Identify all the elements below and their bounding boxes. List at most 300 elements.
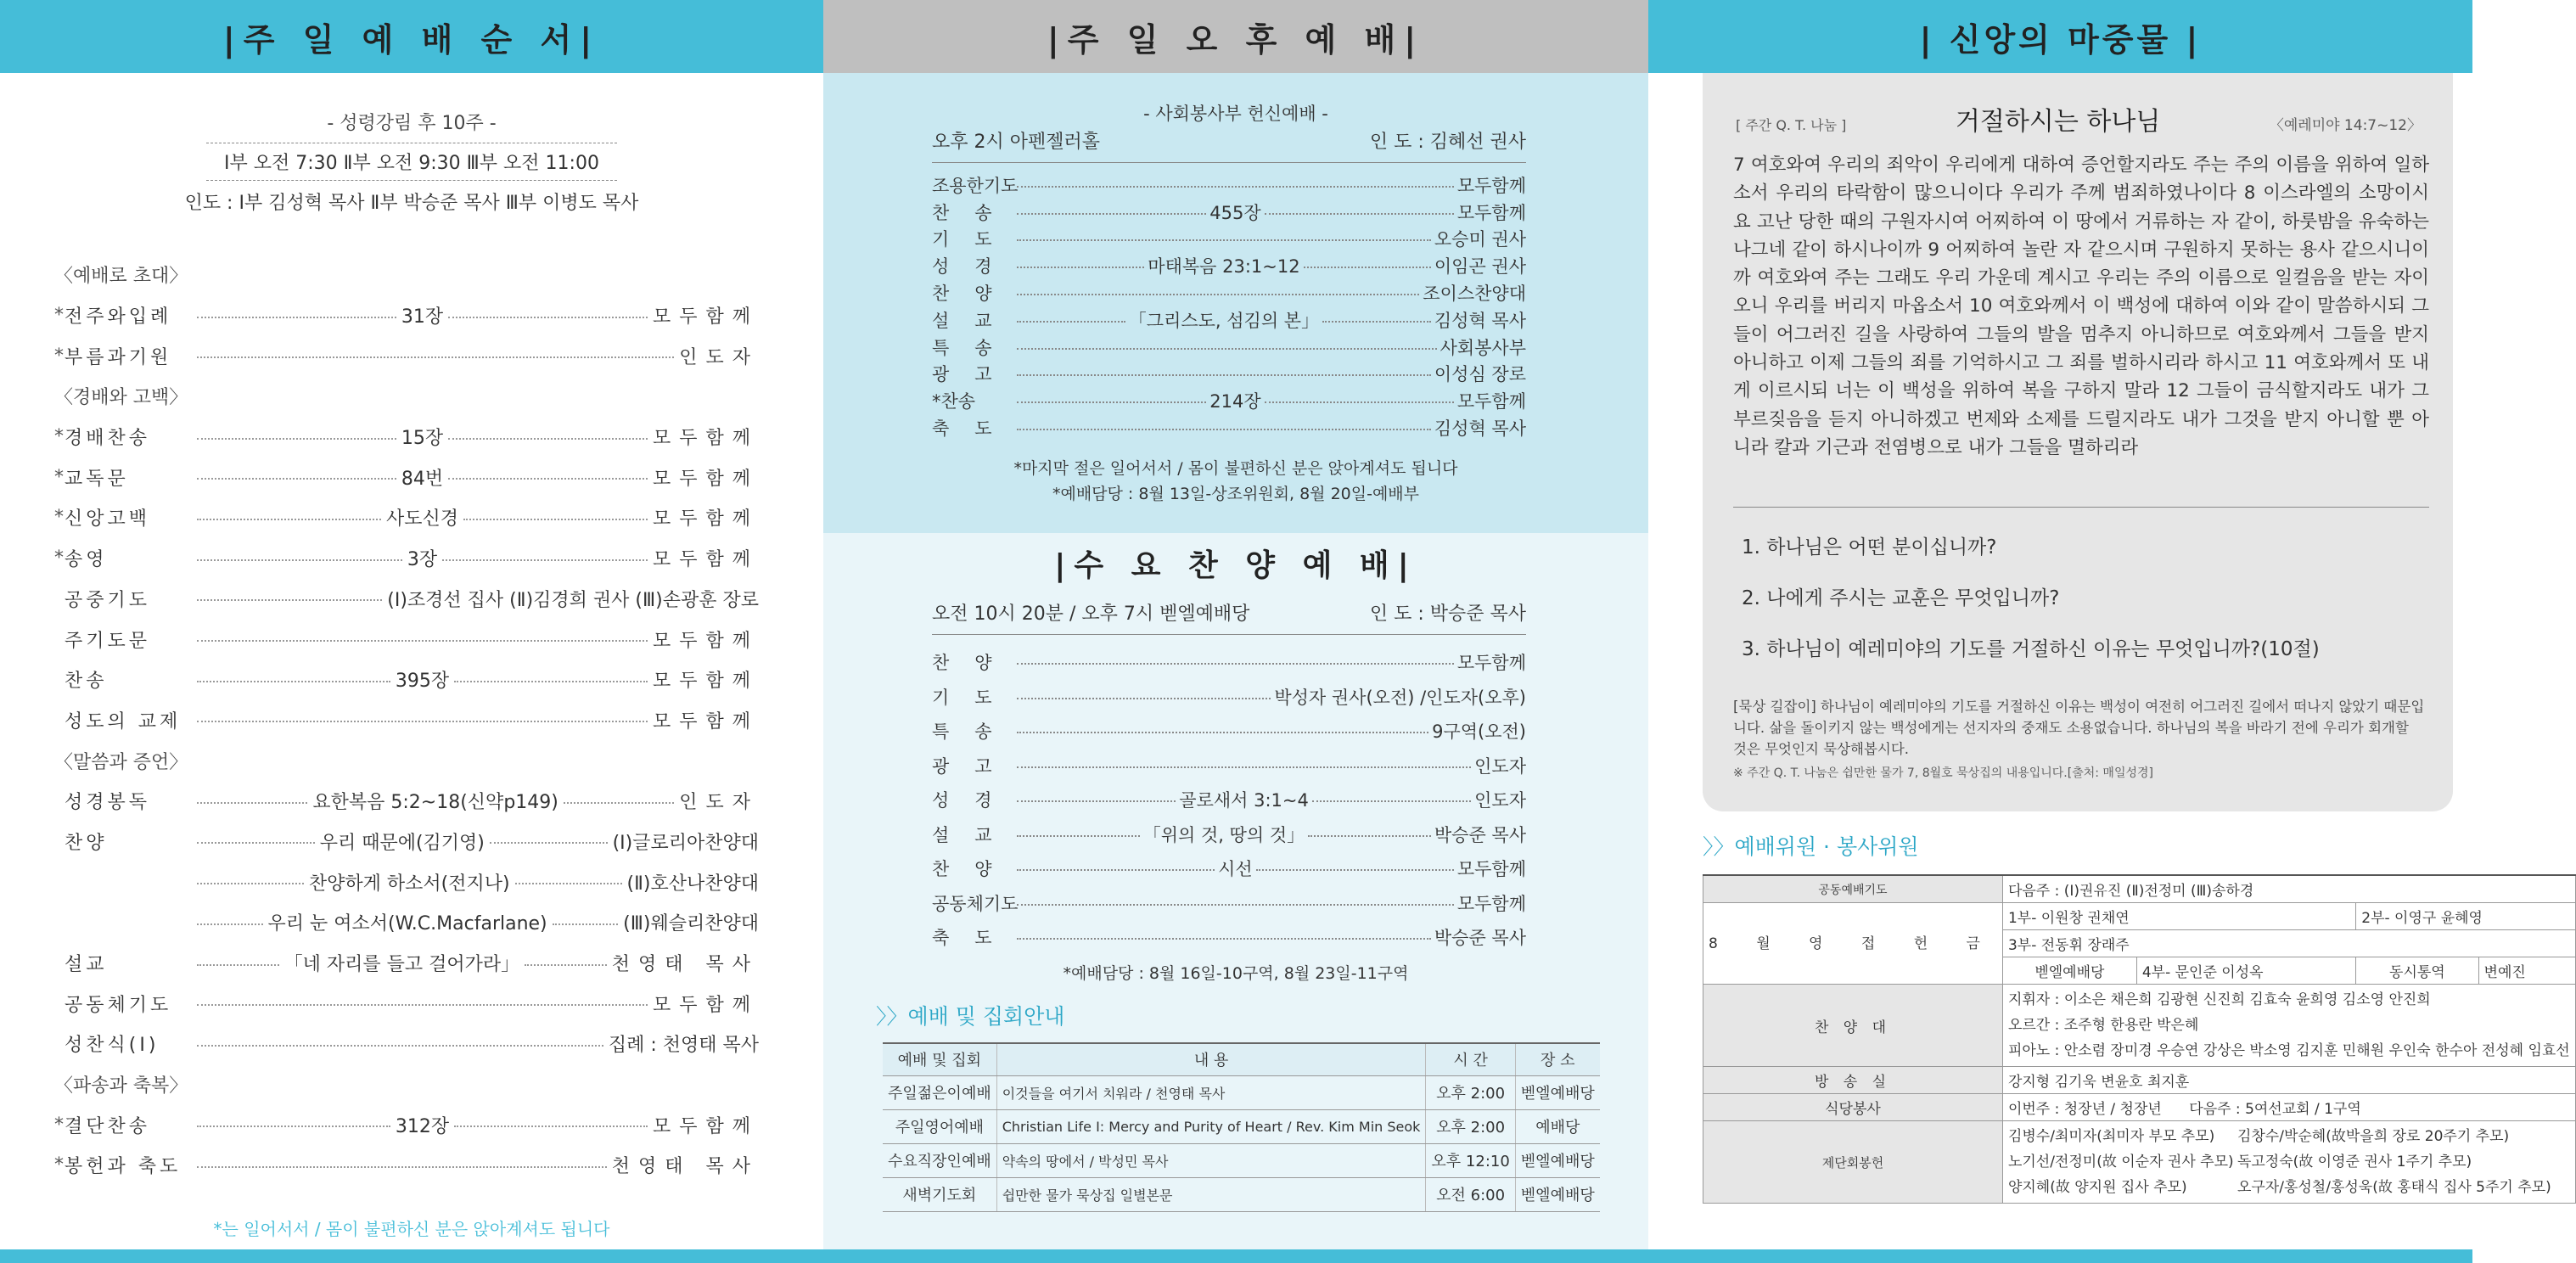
wednesday-order [932, 645, 1526, 955]
service-item [932, 817, 1526, 852]
order-label: 봉헌과 축도 [65, 1156, 182, 1178]
service-detail: 「위의 것, 땅의 것」 [1142, 824, 1305, 845]
service-label: 조용한기도 [932, 175, 1019, 196]
schedule-row [883, 1143, 1600, 1177]
order-item [54, 538, 759, 579]
order-leader-dots [442, 559, 648, 561]
schedule-title: 〉〉예배 및 집회안내 [876, 1004, 1065, 1029]
order-item [54, 295, 759, 336]
schedule-cell: 약속의 땅에서 / 박성민 목사 [996, 1143, 1426, 1177]
order-leader-dots [197, 519, 381, 520]
order-leader-dots [490, 842, 608, 844]
schedule-cell: 벧엘예배당 [1515, 1075, 1599, 1109]
altar-label: 제단회봉헌 [1703, 1121, 2003, 1204]
afternoon-info-row [932, 127, 1526, 163]
order-performer: 모두함께 [652, 508, 759, 530]
order-performer: 모두함께 [652, 994, 759, 1016]
order-item [54, 700, 759, 741]
standing-footnote: *는 일어서서 / 몸이 불편하신 분은 앉아계셔도 됩니다 [213, 1219, 610, 1239]
order-leader-dots [197, 964, 279, 966]
service-label: 특송 [932, 721, 1018, 743]
service-label: 설교 [932, 824, 1018, 845]
qt-scripture: 7 여호와여 우리의 죄악이 우리에게 대하여 증언할지라도 주는 주의 이름을 위하여 일하소서 우리의 타락함이 많으니이다 우리가 주께 범죄하였나이다 8 이스라엘의 소망이시요 고난 당한 때의 구원자시여 어찌하여 이 땅에서 거류하는 자 같이, 하룻밤을 유숙하는 나그네 같이 하시나이까 9 어찌하여 놀란 자 같으시며 구원하지 못하는 용사 같으시니이까 여호와여 주는 그래도 우리 가운데 계시고 우리는 주의 이름으로 일컬음을 받는 자이오니 우리를 버리지 마옵소서 10 여호와께서 이 백성에 대하여 이와 같이 말씀하시되 그들이 어그러진 길을 사랑하여 그들의 발을 멈추지 아니하므로 여호와께서 그들을 받지 아니하고 이제 그들의 죄를 기억하시고 그 죄를 벌하시리라 하시고 11 여호와께서 또 내게 이르시되 너는 이 백성을 위하여 복을 구하지 말라 12 그들이 금식할지라도 내가 그 부르짖음을 듣지 아니하겠고 번제와 소제를 드릴지라도 내가 그것을 받지 아니할 뿐 아니라 칼과 기근과 전염병으로 내가 그들을 멸하리라 [1733, 154, 2429, 458]
service-detail: 마태복음 23:1~12 [1148, 256, 1300, 278]
service-performer: 9구역(오전) [1432, 721, 1526, 743]
order-leader-dots [197, 1045, 603, 1047]
service-leader-dots [1304, 267, 1431, 268]
altar-entry: 김창수/박순혜(故박을희 장로 20주기 추모) [2236, 1128, 2510, 1145]
order-leader-dots [197, 438, 396, 440]
schedule-cell: 쉽만한 물가 묵상집 일별본문 [996, 1177, 1426, 1211]
order-label: 경배찬송 [65, 428, 151, 450]
order-detail: 15장 [401, 428, 444, 450]
altar-entry: 독고정숙(故 이영준 권사 1주기 추모) [2236, 1154, 2472, 1170]
service-leader-dots [1017, 732, 1428, 733]
service-leader-dots [1308, 835, 1431, 837]
schedule-cell: 오후 2:00 [1426, 1075, 1515, 1109]
service-label: 기도 [932, 687, 1018, 708]
service-label: 찬송 [932, 202, 1018, 223]
order-detail: 우리 눈 여소서(W.C.Macfarlane) [267, 913, 547, 935]
afternoon-note-2: *예배담당 : 8월 13일-상조위원회, 8월 20일-예배부 [1052, 485, 1420, 503]
service-item [932, 783, 1526, 817]
order-item [54, 619, 759, 660]
order-label: 찬송 [65, 671, 108, 693]
service-label: 기도 [932, 229, 1018, 250]
service-leaders: 인도 : Ⅰ부 김성혁 목사 Ⅱ부 박승준 목사 Ⅲ부 이병도 목사 [184, 193, 639, 214]
service-item [932, 749, 1526, 783]
afternoon-time-place: 오후 2시 아펜젤러홀 [932, 132, 1100, 153]
schedule-cell: 수요직장인예배 [883, 1143, 996, 1177]
order-performer: 집례 : 천영태 목사 [608, 1035, 759, 1057]
service-performer: 모두함께 [1456, 175, 1526, 196]
order-leader-dots [197, 1125, 390, 1127]
service-leader-dots [1017, 766, 1471, 768]
order-performer: 인도자 [679, 792, 760, 814]
choir-piano: 피아노 : 안소렴 장미경 우승연 강상은 박소영 김지훈 민해원 우인숙 한수아 전성혜 임효선 [2007, 1042, 2570, 1059]
service-performer: 모두함께 [1456, 859, 1527, 880]
order-label: 성경봉독 [65, 792, 151, 814]
order-item [54, 579, 759, 620]
afternoon-leader: 인 도 : 김혜선 권사 [1369, 132, 1526, 153]
service-leader-dots [1017, 663, 1454, 665]
order-leader-dots [197, 356, 674, 358]
qt-heading [1736, 100, 2422, 138]
meal-service [2002, 1094, 2575, 1121]
order-item [54, 983, 759, 1024]
interp-name: 변예진 [2478, 957, 2575, 985]
schedule-row [883, 1177, 1600, 1211]
service-item [932, 851, 1526, 886]
service-detail: 214장 [1209, 391, 1261, 413]
order-detail: 사도신경 [385, 508, 458, 530]
service-performer: 모두함께 [1456, 893, 1526, 914]
order-label: 송영 [65, 549, 108, 571]
schedule-cell: 오전 6:00 [1426, 1177, 1515, 1211]
order-label: 설교 [65, 954, 108, 976]
bottom-bar [0, 1249, 2472, 1263]
choir-conductors: 지휘자 : 이소은 채은희 김광현 신진희 김효숙 윤희영 김소영 안진희 [2007, 991, 2431, 1008]
service-item [932, 334, 1526, 361]
afternoon-note-1: *마지막 절은 일어서서 / 몸이 불편하신 분은 앉아계셔도 됩니다 [1013, 459, 1458, 478]
order-star: * [54, 1114, 64, 1136]
order-leader-dots [448, 317, 648, 318]
sunday-order-header: |주 일 예 배 순 서| [0, 0, 823, 73]
order-leader-dots [197, 1166, 607, 1168]
service-performer: 모두함께 [1456, 391, 1526, 413]
order-leader-dots [564, 802, 674, 804]
order-section [54, 376, 759, 417]
altar-entry: 김병수/최미자(최미자 부모 추모) [2007, 1128, 2215, 1145]
service-leader-dots [1017, 698, 1271, 699]
offering-2: 2부- 이영구 윤혜영 [2356, 903, 2575, 930]
order-leader-dots [197, 317, 396, 318]
altar-offerings [2002, 1121, 2575, 1204]
order-item [54, 1145, 759, 1186]
schedule-cell: Christian Life I: Mercy and Purity of Heart / Rev. Kim Min Seok [996, 1109, 1426, 1143]
service-label: 특송 [932, 337, 1018, 358]
roster-table [1703, 874, 2576, 1204]
service-item [932, 199, 1526, 226]
order-detail: 31장 [401, 306, 444, 328]
order-performer: (Ⅰ)조경선 집사 (Ⅱ)김경희 권사 (Ⅲ)손광훈 장로 [387, 589, 759, 611]
schedule-cell: 오후 2:00 [1426, 1109, 1515, 1143]
bethel-4: 4부- 문인준 이성옥 [2136, 957, 2355, 985]
service-leader-dots [1017, 374, 1431, 376]
service-performer: 이성심 장로 [1434, 364, 1526, 385]
service-leader-dots [1017, 294, 1419, 295]
week-subtitle: - 성령강림 후 10주 - [327, 113, 497, 134]
service-leader-dots [1017, 429, 1431, 430]
service-label: 찬양 [932, 283, 1018, 305]
service-leader-dots [1017, 267, 1144, 268]
service-performer: 모두함께 [1456, 653, 1526, 674]
service-leader-dots [1265, 401, 1454, 403]
service-leader-dots [1017, 213, 1206, 215]
broadcast-members: 강지형 김기욱 변윤호 최지훈 [2002, 1067, 2575, 1094]
order-leader-dots [197, 883, 304, 884]
public-prayer: 다음주 : (Ⅰ)권유진 (Ⅱ)전정미 (Ⅲ)송하경 [2002, 875, 2575, 903]
order-leader-dots [197, 802, 307, 804]
order-leader-dots [197, 559, 402, 561]
order-label: 성도의 교제 [65, 710, 182, 733]
service-item [932, 645, 1526, 680]
altar-line [2008, 1149, 2570, 1175]
order-star: * [54, 1154, 64, 1176]
order-detail: 312장 [395, 1115, 450, 1137]
altar-line [2008, 1124, 2570, 1149]
order-label: 전주와입례 [65, 306, 172, 328]
service-item [932, 361, 1526, 388]
qt-question-1: 1. 하나님은 어떤 분이십니까? [1742, 536, 1997, 559]
order-label: 교독문 [65, 468, 129, 490]
order-performer: 모두함께 [652, 630, 759, 652]
faith-header: | 신앙의 마중물 | [1648, 0, 2472, 73]
service-performer: 김성혁 목사 [1434, 310, 1526, 331]
order-leader-dots [197, 721, 648, 722]
service-times: Ⅰ부 오전 7:30 Ⅱ부 오전 9:30 Ⅲ부 오전 11:00 [206, 143, 617, 181]
order-performer: (Ⅰ)글로리아찬양대 [612, 832, 760, 854]
order-label: 공동체기도 [65, 994, 172, 1016]
meal-this-week: 이번주 : 청장년 / 청장년 [2007, 1101, 2162, 1118]
order-item [54, 822, 759, 862]
schedule-header: 장 소 [1515, 1043, 1599, 1075]
order-detail: 찬양하게 하소서(전지나) [308, 873, 510, 895]
service-leader-dots [1256, 869, 1454, 871]
order-label: 신앙고백 [65, 508, 151, 530]
order-performer: 모두함께 [653, 468, 760, 490]
service-detail: 시선 [1218, 859, 1253, 880]
qt-reference: 〈예레미야 14:7~12〉 [2269, 117, 2422, 134]
qt-question-2: 2. 나에게 주시는 교훈은 무엇입니까? [1742, 587, 2060, 609]
service-item [932, 714, 1526, 749]
service-performer: 인도자 [1474, 790, 1526, 811]
qt-meditation: [묵상 길잡이] 하나님이 예레미야의 기도를 거절하신 이유는 백성이 여전히 어그러진 길에서 떠나지 않았기 때문입니다. 삶을 돌이키지 않는 백성에게는 선지자의 중재도 소용없습니다. 하나님의 복을 바라기 전에 우리가 회개할 것은 무엇인지 묵상해봅시다. [1733, 699, 2425, 757]
service-item [932, 886, 1526, 921]
service-performer: 박승준 목사 [1434, 824, 1526, 845]
order-label: 부름과기원 [65, 346, 172, 368]
order-leader-dots [553, 923, 619, 925]
schedule-cell: 벧엘예배당 [1515, 1143, 1599, 1177]
order-item [54, 417, 759, 457]
service-item [932, 414, 1526, 441]
roster-title: 〉〉예배위원 · 봉사위원 [1703, 834, 1919, 859]
order-label: 주기도문 [65, 630, 151, 652]
order-detail: 3장 [407, 549, 438, 571]
order-section-title: 〈말씀과 증언〉 [54, 751, 188, 773]
service-leader-dots [1017, 239, 1431, 241]
order-item [54, 943, 759, 984]
offering-3: 3부- 전동휘 장래주 [2002, 930, 2575, 957]
bethel-label: 벧엘예배당 [2002, 957, 2136, 985]
service-label: *찬송 [932, 391, 976, 413]
order-performer: (Ⅲ)웨슬리찬양대 [623, 913, 760, 935]
order-leader-dots [197, 923, 263, 925]
service-label: 축도 [932, 928, 1018, 949]
order-item [54, 497, 759, 538]
order-performer: (Ⅱ)호산나찬양대 [626, 873, 760, 895]
order-section [54, 740, 759, 781]
sunday-order-column [0, 0, 823, 1249]
order-leader-dots [197, 842, 315, 844]
schedule-cell: 주일젊은이예배 [883, 1075, 996, 1109]
order-detail: 우리 때문에(김기영) [319, 832, 485, 854]
service-leader-dots [1017, 938, 1431, 940]
service-detail: 「그리스도, 섬김의 본」 [1128, 310, 1320, 331]
schedule-row [883, 1109, 1600, 1143]
order-item [54, 781, 759, 822]
order-detail: 84번 [401, 468, 444, 490]
order-leader-dots [448, 438, 648, 440]
service-label: 찬양 [932, 653, 1018, 674]
service-performer: 이임곤 권사 [1434, 256, 1526, 278]
order-star: * [54, 305, 64, 327]
order-performer: 천영태 목사 [611, 1156, 759, 1178]
wednesday-note: *예배담당 : 8월 16일-10구역, 8월 23일-11구역 [1063, 964, 1409, 983]
schedule-header: 예배 및 집회 [883, 1043, 996, 1075]
service-item [932, 920, 1526, 955]
schedule-header: 시 간 [1426, 1043, 1515, 1075]
order-leader-dots [515, 883, 622, 884]
order-star: * [54, 426, 64, 448]
order-star: * [54, 547, 64, 570]
altar-entry: 오구자/홍성철/홍성욱(故 홍태식 집사 5주기 추모) [2236, 1179, 2551, 1196]
service-leader-dots [1017, 800, 1176, 802]
wednesday-leader: 인 도 : 박승준 목사 [1369, 603, 1526, 625]
order-leader-dots [454, 681, 648, 682]
service-performer: 인도자 [1474, 755, 1526, 777]
order-detail: 요한복음 5:2~18(신약p149) [312, 792, 558, 814]
wednesday-header: |수 요 찬 양 예 배| [1054, 548, 1417, 583]
service-leader-dots [1017, 904, 1454, 906]
afternoon-header: |주 일 오 후 예 배| [823, 0, 1648, 73]
order-performer: 모두함께 [653, 1115, 760, 1137]
service-leader-dots [1017, 835, 1140, 837]
afternoon-subtitle: - 사회봉사부 헌신예배 - [1143, 104, 1328, 124]
choir-members [2002, 985, 2575, 1067]
choir-label: 찬 양 대 [1703, 985, 2003, 1067]
service-item [932, 306, 1526, 334]
order-performer: 모두함께 [653, 428, 760, 450]
service-leader-dots [1017, 401, 1206, 403]
order-item [54, 1024, 759, 1064]
service-label: 광고 [932, 364, 1018, 385]
service-performer: 모두함께 [1456, 202, 1526, 223]
schedule-table [883, 1042, 1600, 1212]
schedule-cell: 주일영어예배 [883, 1109, 996, 1143]
order-star: * [54, 466, 64, 488]
schedule-cell: 오후 12:10 [1426, 1143, 1515, 1177]
order-detail: 「네 자리를 들고 걸어가라」 [283, 954, 520, 976]
order-leader-dots [448, 478, 648, 480]
order-leader-dots [197, 640, 648, 642]
order-item [54, 660, 759, 700]
schedule-cell: 예배당 [1515, 1109, 1599, 1143]
order-label: 찬양 [65, 832, 108, 854]
order-item [54, 457, 759, 497]
service-item [932, 279, 1526, 306]
schedule-row [883, 1075, 1600, 1109]
order-detail: 395장 [395, 671, 450, 693]
service-item [932, 680, 1526, 715]
service-detail: 골로새서 3:1~4 [1179, 790, 1309, 811]
broadcast-label: 방 송 실 [1703, 1067, 2003, 1094]
offering-1: 1부- 이원창 권채연 [2002, 903, 2355, 930]
afternoon-column [823, 0, 1648, 1249]
qt-source: ※ 주간 Q. T. 나눔은 쉽만한 물가 7, 8월호 묵상집의 내용입니다.[출처: 매일성경] [1733, 766, 2153, 780]
service-label: 성경 [932, 256, 1018, 278]
order-leader-dots [197, 478, 396, 480]
altar-entry: 노기선/전정미(故 이순자 권사 추모) [2007, 1154, 2234, 1170]
service-label: 축도 [932, 418, 1018, 440]
qt-divider [1733, 507, 2429, 508]
order-section-title: 〈예배로 초대〉 [54, 266, 188, 288]
order-leader-dots [197, 681, 390, 682]
order-performer: 천영태 목사 [611, 954, 759, 976]
meal-label: 식당봉사 [1703, 1094, 2003, 1121]
order-of-worship [54, 255, 759, 1186]
service-label: 성경 [932, 790, 1018, 811]
service-label: 설교 [932, 310, 1018, 331]
service-performer: 박승준 목사 [1434, 928, 1526, 949]
service-label: 광고 [932, 755, 1018, 777]
service-leader-dots [1265, 213, 1454, 215]
qt-question-3: 3. 하나님이 예레미야의 기도를 거절하신 이유는 무엇입니까?(10절) [1742, 638, 2320, 660]
order-section-title: 〈파송과 축복〉 [54, 1075, 188, 1097]
service-performer: 김성혁 목사 [1434, 418, 1526, 440]
service-item [932, 387, 1526, 414]
service-leader-dots [1322, 321, 1431, 323]
order-item [54, 1104, 759, 1145]
order-performer: 모두함께 [653, 306, 760, 328]
service-performer: 사회봉사부 [1440, 337, 1526, 358]
qt-tag: [ 주간 Q. T. 나눔 ] [1736, 117, 1847, 133]
service-item [932, 252, 1526, 279]
order-leader-dots [197, 599, 382, 601]
service-performer: 조이스찬양대 [1423, 283, 1526, 305]
order-performer: 모두함께 [653, 671, 760, 693]
order-section-title: 〈경배와 고백〉 [54, 387, 188, 409]
service-performer: 오승미 권사 [1434, 229, 1526, 250]
schedule-cell: 이것들을 여기서 치워라 / 천영태 목사 [996, 1075, 1426, 1109]
service-item [932, 171, 1526, 199]
service-leader-dots [1017, 321, 1125, 323]
order-leader-dots [454, 1125, 648, 1127]
faith-column [1648, 0, 2570, 1249]
order-label: 성찬식(Ⅰ) [65, 1035, 160, 1057]
order-item [54, 335, 759, 376]
order-leader-dots [197, 1004, 648, 1006]
order-label: 공중기도 [65, 589, 151, 611]
schedule-header: 내 용 [996, 1043, 1426, 1075]
service-label: 찬양 [932, 859, 1018, 880]
order-section [54, 255, 759, 295]
order-leader-dots [525, 964, 607, 966]
interp-label: 동시통역 [2356, 957, 2478, 985]
service-leader-dots [1017, 869, 1215, 871]
wednesday-time-place: 오전 10시 20분 / 오후 7시 벧엘예배당 [932, 603, 1250, 625]
order-star: * [54, 507, 64, 529]
schedule-cell: 새벽기도회 [883, 1177, 996, 1211]
order-item [54, 902, 759, 943]
altar-entry: 양지혜(故 양지원 집사 추모) [2007, 1179, 2187, 1196]
qt-title: 거절하시는 하나님 [1955, 107, 2161, 137]
wednesday-info-row [932, 599, 1526, 635]
order-performer: 모두함께 [652, 710, 759, 733]
schedule-cell: 벧엘예배당 [1515, 1177, 1599, 1211]
order-star: * [54, 345, 64, 367]
service-leader-dots [1017, 348, 1437, 350]
service-performer: 박성자 권사(오전) /인도자(오후) [1274, 687, 1526, 708]
offering-label: 8 월 영 접 헌 금 [1703, 903, 2003, 985]
order-performer: 모두함께 [653, 549, 760, 571]
order-label: 결단찬송 [65, 1115, 151, 1137]
order-leader-dots [463, 519, 648, 520]
meal-next-week: 다음주 : 5여선교회 / 1구역 [2189, 1101, 2361, 1118]
afternoon-order [932, 171, 1526, 441]
service-detail: 455장 [1209, 202, 1261, 223]
order-section [54, 1064, 759, 1105]
service-leader-dots [1312, 800, 1471, 802]
service-label: 공동체기도 [932, 893, 1019, 914]
service-leader-dots [1017, 186, 1454, 188]
order-item [54, 862, 759, 902]
choir-organ: 오르간 : 조주형 한용란 박은혜 [2007, 1017, 2199, 1034]
order-performer: 인도자 [679, 346, 759, 368]
altar-line [2008, 1175, 2570, 1200]
public-prayer-label: 공동예배기도 [1703, 875, 2003, 903]
service-item [932, 226, 1526, 253]
